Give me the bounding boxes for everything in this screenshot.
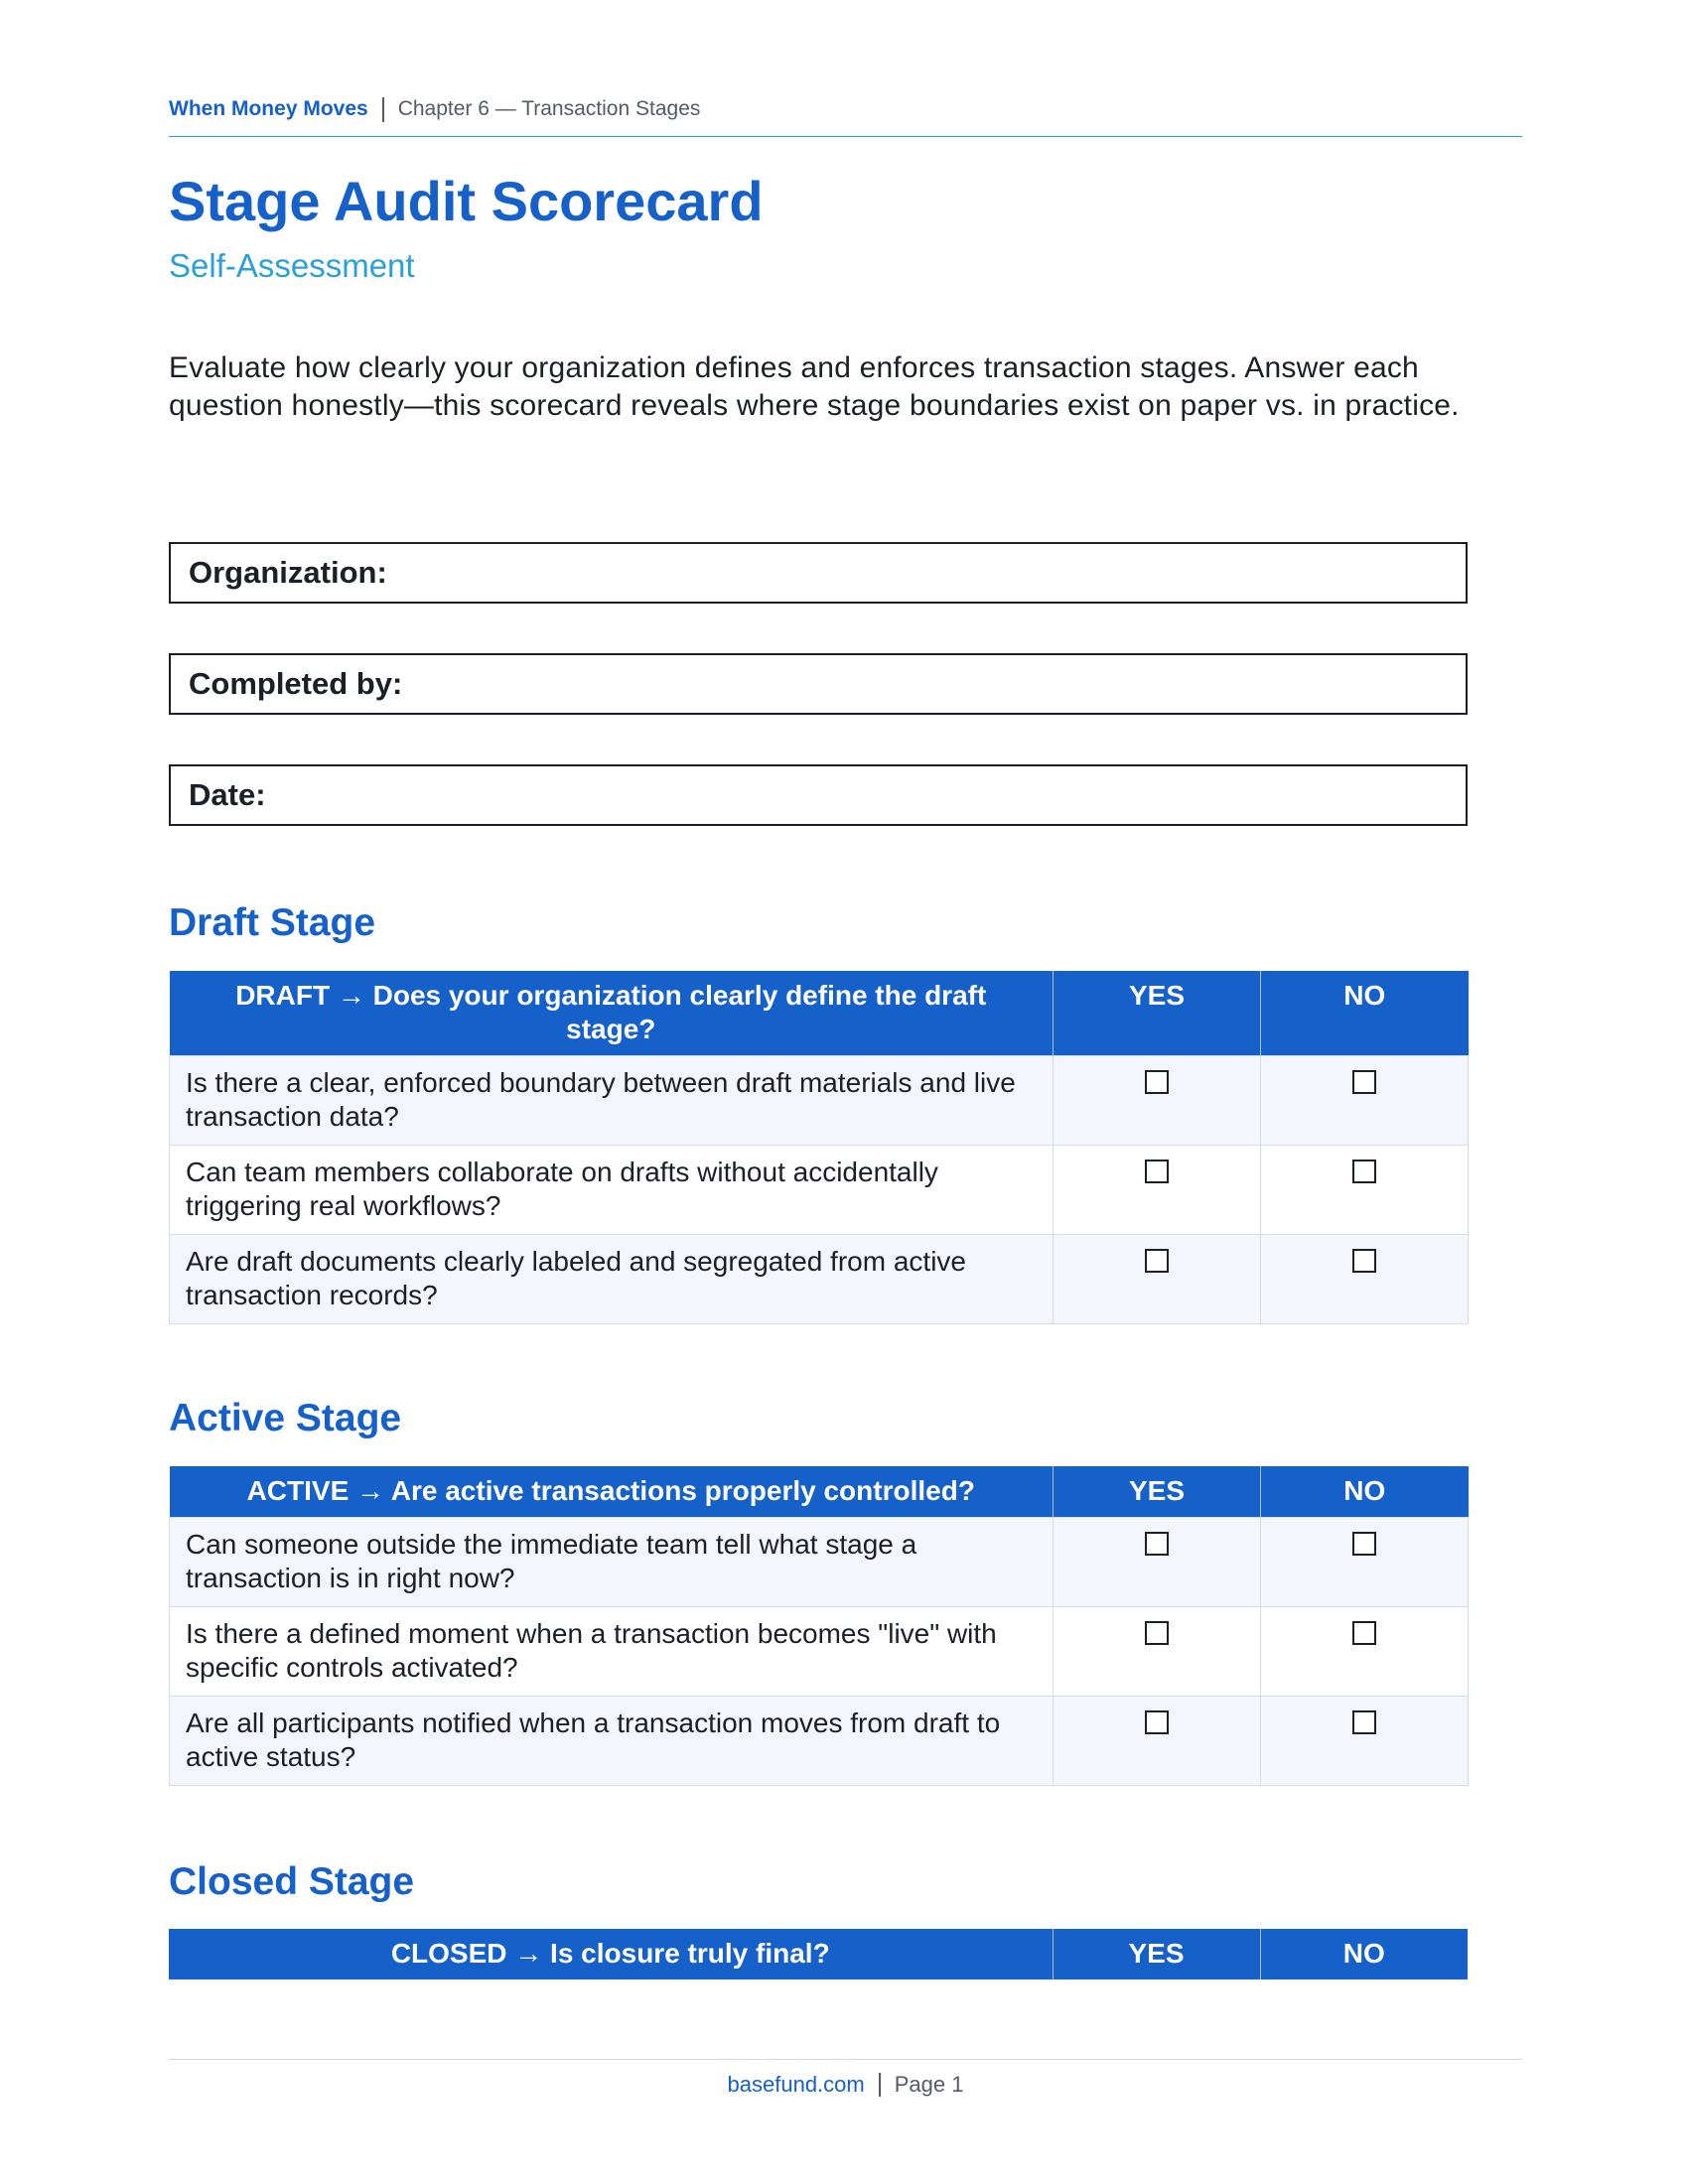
book-title: When Money Moves [169, 97, 368, 120]
active-stage-table [169, 1466, 1469, 1786]
page-title: Stage Audit Scorecard [169, 170, 764, 232]
no-column-header: NO [1260, 1929, 1468, 1979]
page-subtitle: Self-Assessment [169, 247, 415, 284]
table-header-row [170, 1466, 1469, 1518]
yes-column-header: YES [1054, 971, 1261, 1056]
footer-separator [879, 2073, 881, 2097]
yes-checkbox[interactable] [1145, 1160, 1169, 1183]
footer-site-link[interactable]: basefund.com [727, 2072, 865, 2097]
completed-by-field[interactable] [169, 653, 1468, 715]
yes-checkbox[interactable] [1145, 1710, 1169, 1734]
page-number: Page 1 [894, 2072, 964, 2097]
organization-field[interactable] [169, 542, 1468, 604]
active-stage-heading: Active Stage [169, 1397, 402, 1439]
no-checkbox[interactable] [1352, 1160, 1376, 1183]
running-header [169, 95, 1522, 137]
draft-stage-heading: Draft Stage [169, 901, 376, 944]
table-row [170, 1235, 1469, 1324]
yes-column-header: YES [1053, 1929, 1260, 1979]
completed-by-label: Completed by: [189, 666, 403, 701]
table-header-row [170, 971, 1469, 1056]
no-column-header: NO [1261, 1466, 1469, 1518]
date-label: Date: [189, 777, 266, 812]
yes-checkbox[interactable] [1145, 1621, 1169, 1645]
no-checkbox[interactable] [1352, 1249, 1376, 1273]
table-header-row [169, 1929, 1468, 1979]
question-text: Are all participants notified when a transaction moves from draft to active status? [170, 1697, 1054, 1786]
yes-checkbox[interactable] [1145, 1249, 1169, 1273]
header-separator [382, 97, 384, 122]
draft-question-header: DRAFT → Does your organization clearly define the draft stage? [170, 971, 1054, 1056]
closed-stage-table [169, 1929, 1468, 1979]
question-text: Are draft documents clearly labeled and segregated from active transaction records? [170, 1235, 1054, 1324]
draft-stage-table [169, 971, 1469, 1324]
question-text: Is there a defined moment when a transaction becomes "live" with specific controls activated? [170, 1607, 1054, 1697]
closed-stage-heading: Closed Stage [169, 1860, 415, 1903]
yes-checkbox[interactable] [1145, 1532, 1169, 1556]
question-text: Is there a clear, enforced boundary between draft materials and live transaction data? [170, 1056, 1054, 1146]
no-checkbox[interactable] [1352, 1070, 1376, 1094]
date-field[interactable] [169, 764, 1468, 826]
organization-label: Organization: [189, 555, 387, 590]
yes-column-header: YES [1054, 1466, 1261, 1518]
intro-paragraph: Evaluate how clearly your organization defines and enforces transaction stages. Answer each question honestly—this scorecard reveals where stage boundaries exist on paper vs. in practice. [169, 351, 1460, 422]
table-row [170, 1607, 1469, 1697]
yes-checkbox[interactable] [1145, 1070, 1169, 1094]
no-checkbox[interactable] [1352, 1532, 1376, 1556]
no-column-header: NO [1261, 971, 1469, 1056]
table-row [170, 1146, 1469, 1235]
chapter-label: Chapter 6 — Transaction Stages [397, 97, 701, 120]
active-question-header: ACTIVE → Are active transactions properly controlled? [170, 1466, 1054, 1518]
no-checkbox[interactable] [1352, 1710, 1376, 1734]
table-row [170, 1056, 1469, 1146]
closed-question-header: CLOSED → Is closure truly final? [169, 1929, 1053, 1979]
table-row [170, 1518, 1469, 1607]
no-checkbox[interactable] [1352, 1621, 1376, 1645]
question-text: Can team members collaborate on drafts without accidentally triggering real workflows? [170, 1146, 1054, 1235]
question-text: Can someone outside the immediate team tell what stage a transaction is in right now? [170, 1518, 1054, 1607]
table-row [170, 1697, 1469, 1786]
running-footer [169, 2059, 1522, 2099]
